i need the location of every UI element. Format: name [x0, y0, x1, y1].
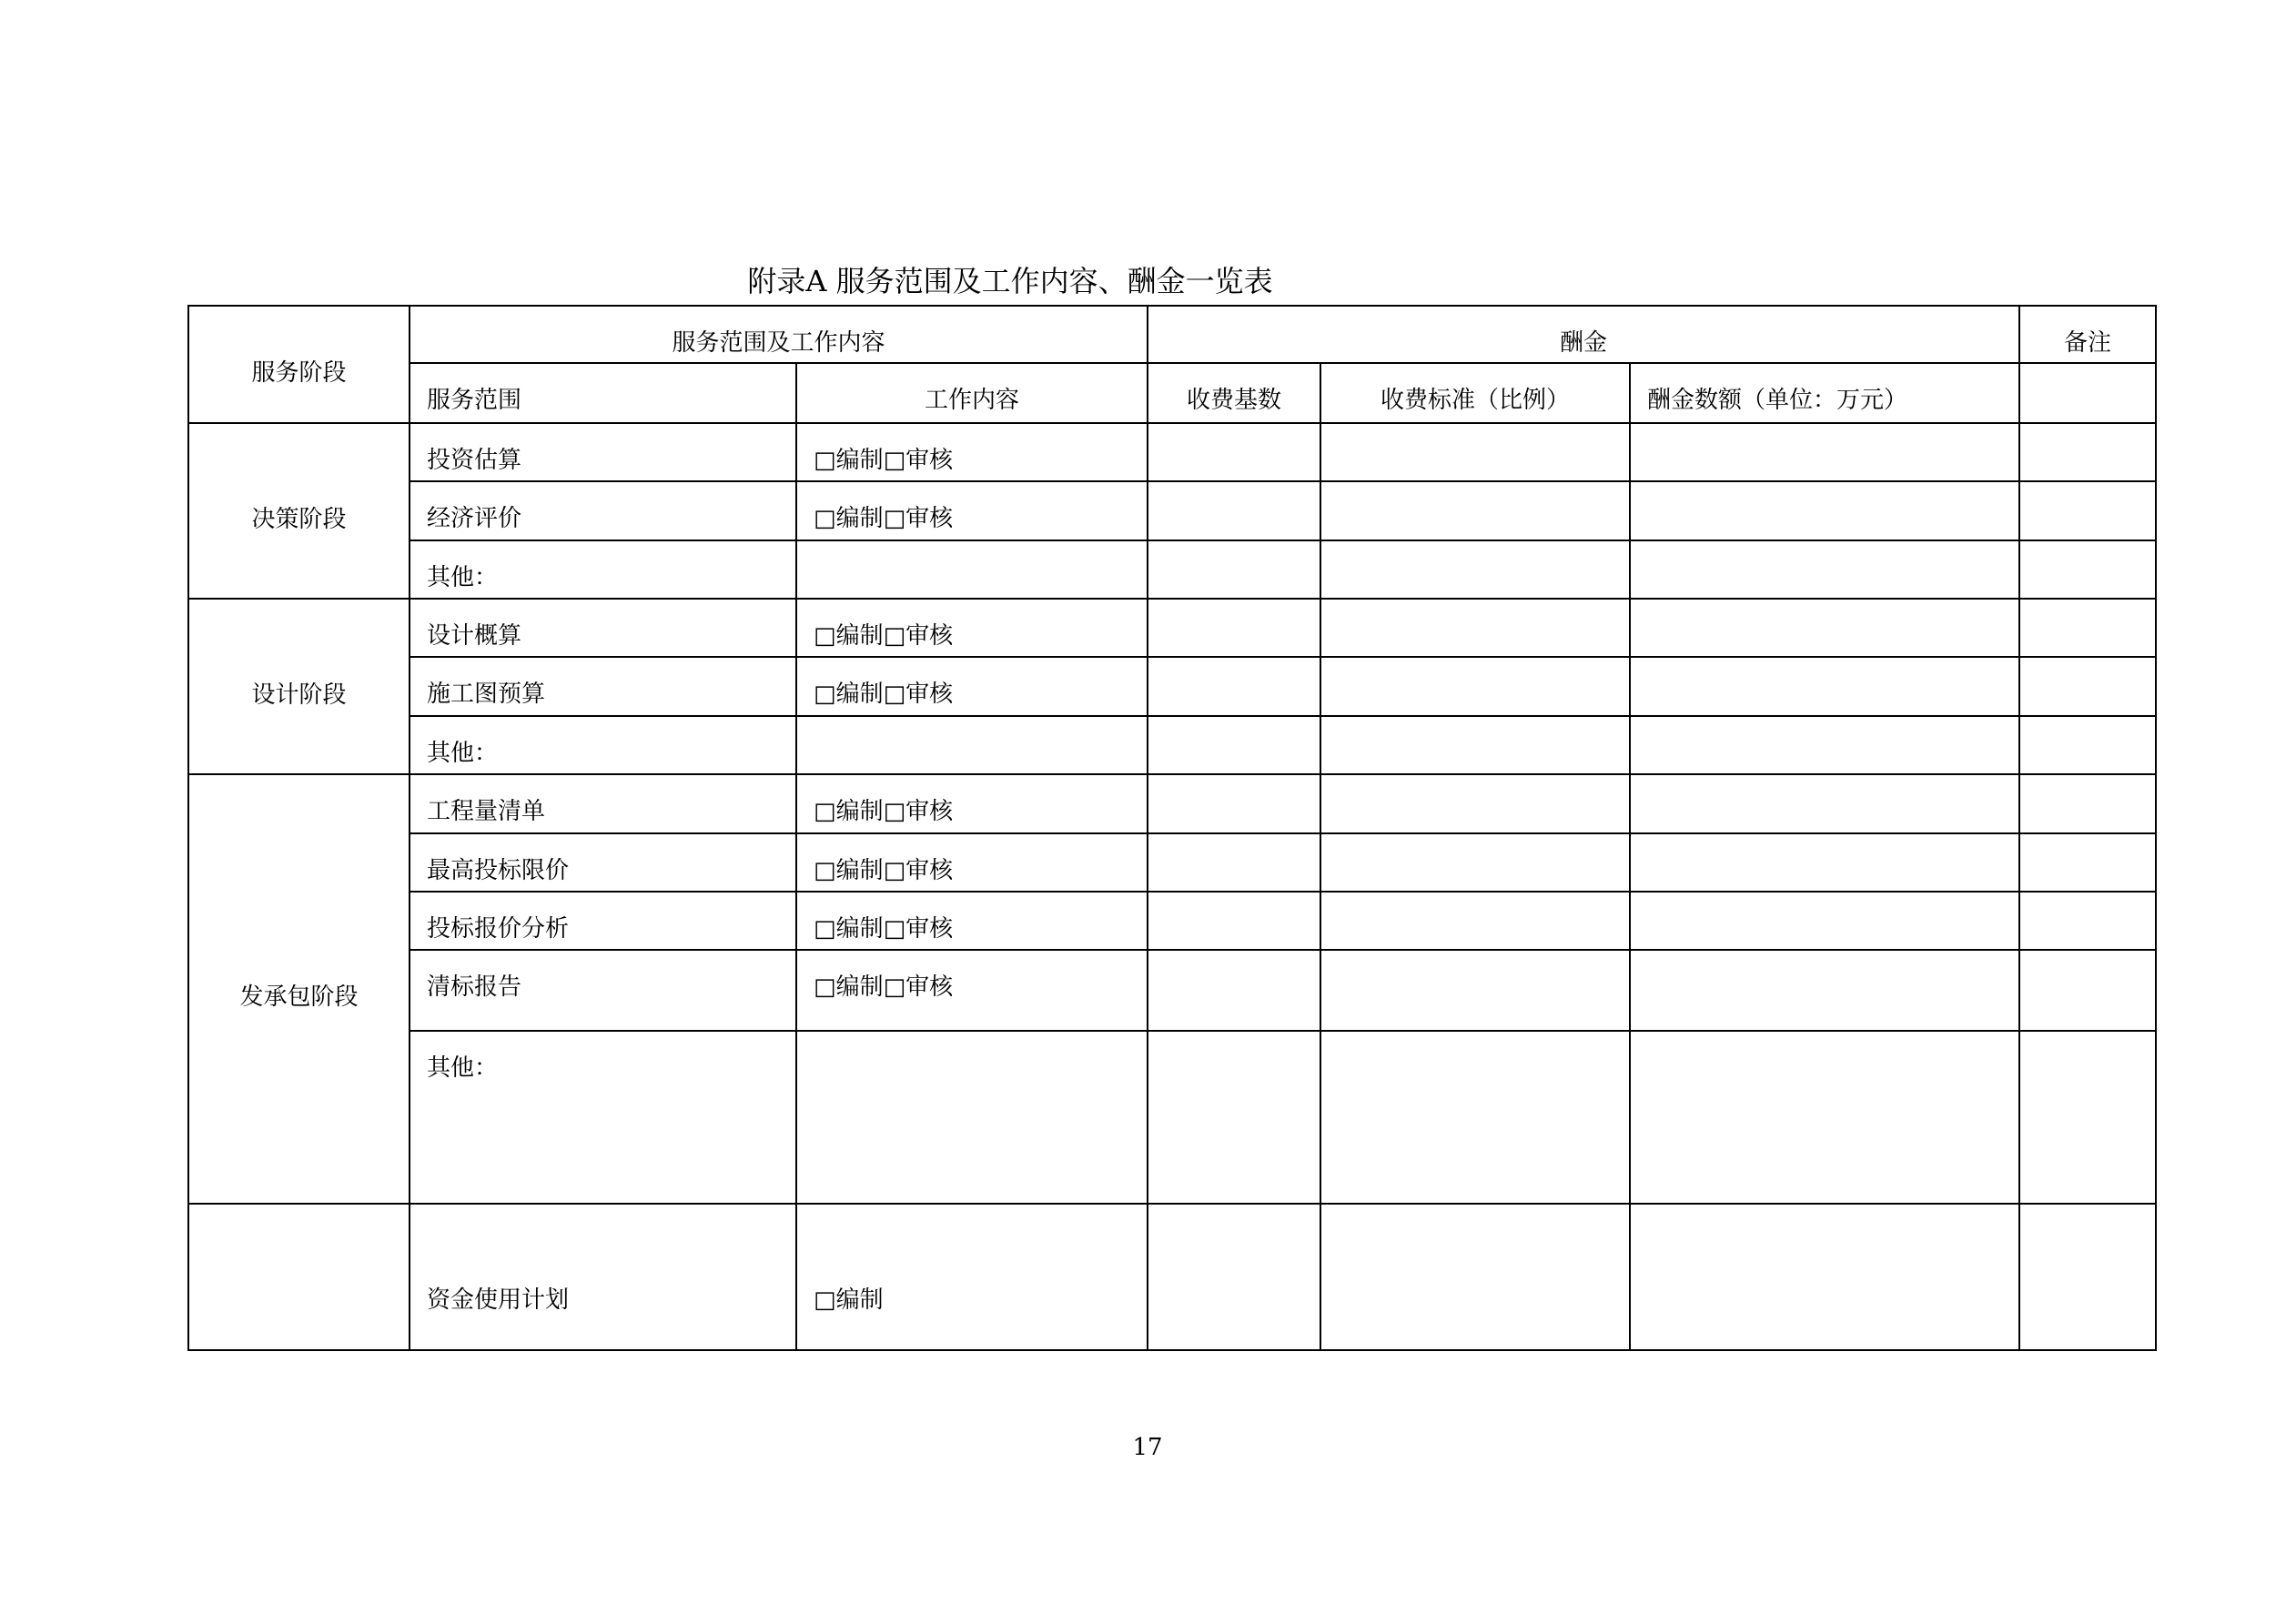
- fee-amount-cell: [1630, 774, 2019, 833]
- work-cell: [796, 1031, 1148, 1204]
- remarks-cell: [2019, 540, 2156, 599]
- work-cell: [796, 716, 1148, 774]
- remarks-cell: [2019, 1031, 2156, 1204]
- fee-rate-cell: [1320, 833, 1630, 892]
- remarks-cell: [2019, 599, 2156, 657]
- remarks-cell: [2019, 833, 2156, 892]
- remarks-cell: [2019, 892, 2156, 950]
- fee-rate-cell: [1320, 481, 1630, 540]
- fee-base-cell: [1148, 1204, 1320, 1350]
- fee-base-cell: [1148, 833, 1320, 892]
- remarks-cell: [2019, 716, 2156, 774]
- fee-base-cell: [1148, 950, 1320, 1031]
- scope-cell: 其他：: [410, 1031, 796, 1204]
- remarks-cell: [2019, 1204, 2156, 1350]
- fee-base-cell: [1148, 892, 1320, 950]
- scope-cell: 投资估算: [410, 423, 796, 481]
- work-cell: [796, 540, 1148, 599]
- table-row: [188, 1031, 2156, 1204]
- work-cell: □编制□审核: [796, 657, 1148, 716]
- scope-cell: 最高投标限价: [410, 833, 796, 892]
- header-row: [188, 363, 2156, 423]
- scope-cell: 资金使用计划: [410, 1204, 796, 1350]
- table-row: [188, 950, 2156, 1031]
- page-number: 17: [1132, 1434, 1163, 1461]
- fee-amount-cell: [1630, 950, 2019, 1031]
- table-row: [188, 657, 2156, 716]
- fee-amount-cell: [1630, 1031, 2019, 1204]
- work-cell: □编制□审核: [796, 481, 1148, 540]
- fee-amount-cell: [1630, 833, 2019, 892]
- stage-cell: [188, 1204, 410, 1350]
- fee-rate-cell: [1320, 423, 1630, 481]
- work-cell: □编制□审核: [796, 833, 1148, 892]
- fee-rate-cell: [1320, 716, 1630, 774]
- fee-base-cell: [1148, 1031, 1320, 1204]
- table-row: [188, 892, 2156, 950]
- table-row: [188, 716, 2156, 774]
- remarks-subheader-cell: [2019, 363, 2156, 423]
- fee-rate-cell: [1320, 540, 1630, 599]
- remarks-cell: [2019, 950, 2156, 1031]
- fee-base-cell: [1148, 716, 1320, 774]
- table-row: [188, 540, 2156, 599]
- fee-rate-header: 收费标准（比例）: [1320, 363, 1630, 423]
- fee-amount-cell: [1630, 716, 2019, 774]
- stage-cell: 发承包阶段: [188, 774, 410, 1204]
- table-row: [188, 599, 2156, 657]
- work-header: 工作内容: [796, 363, 1148, 423]
- fee-base-cell: [1148, 423, 1320, 481]
- fee-rate-cell: [1320, 1031, 1630, 1204]
- service-fee-table: [187, 305, 2157, 1351]
- table-row: [188, 833, 2156, 892]
- work-cell: □编制□审核: [796, 892, 1148, 950]
- scope-cell: 经济评价: [410, 481, 796, 540]
- scope-cell: 其他：: [410, 540, 796, 599]
- remarks-cell: [2019, 657, 2156, 716]
- scope-and-work-header: 服务范围及工作内容: [410, 306, 1148, 363]
- work-cell: □编制□审核: [796, 423, 1148, 481]
- scope-header: 服务范围: [410, 363, 796, 423]
- remarks-header: 备注: [2019, 306, 2156, 363]
- work-cell: □编制□审核: [796, 599, 1148, 657]
- remarks-cell: [2019, 423, 2156, 481]
- fee-rate-cell: [1320, 599, 1630, 657]
- stage-cell: 设计阶段: [188, 599, 410, 774]
- work-cell: □编制: [796, 1204, 1148, 1350]
- fee-amount-cell: [1630, 599, 2019, 657]
- fee-base-cell: [1148, 481, 1320, 540]
- fee-amount-cell: [1630, 892, 2019, 950]
- fee-amount-cell: [1630, 1204, 2019, 1350]
- document-title: 附录A 服务范围及工作内容、酬金一览表: [747, 264, 1273, 298]
- work-cell: □编制□审核: [796, 774, 1148, 833]
- scope-cell: 施工图预算: [410, 657, 796, 716]
- remarks-cell: [2019, 481, 2156, 540]
- fee-rate-cell: [1320, 657, 1630, 716]
- stage-header: 服务阶段: [188, 306, 410, 423]
- scope-cell: 清标报告: [410, 950, 796, 1031]
- remarks-cell: [2019, 774, 2156, 833]
- scope-cell: 其他：: [410, 716, 796, 774]
- fee-base-header: 收费基数: [1148, 363, 1320, 423]
- table-row: [188, 1204, 2156, 1350]
- fee-base-cell: [1148, 599, 1320, 657]
- fee-rate-cell: [1320, 1204, 1630, 1350]
- fee-amount-cell: [1630, 423, 2019, 481]
- fee-header: 酬金: [1148, 306, 2019, 363]
- fee-rate-cell: [1320, 892, 1630, 950]
- fee-base-cell: [1148, 540, 1320, 599]
- table-row: [188, 774, 2156, 833]
- table-row: [188, 481, 2156, 540]
- fee-amount-cell: [1630, 657, 2019, 716]
- fee-base-cell: [1148, 774, 1320, 833]
- scope-cell: 设计概算: [410, 599, 796, 657]
- fee-base-cell: [1148, 657, 1320, 716]
- scope-cell: 工程量清单: [410, 774, 796, 833]
- stage-cell: 决策阶段: [188, 423, 410, 599]
- work-cell: □编制□审核: [796, 950, 1148, 1031]
- table-row: [188, 423, 2156, 481]
- fee-amount-cell: [1630, 540, 2019, 599]
- scope-cell: 投标报价分析: [410, 892, 796, 950]
- header-row: [188, 306, 2156, 363]
- fee-amount-header: 酬金数额（单位：万元）: [1630, 363, 2019, 423]
- fee-amount-cell: [1630, 481, 2019, 540]
- fee-rate-cell: [1320, 950, 1630, 1031]
- fee-rate-cell: [1320, 774, 1630, 833]
